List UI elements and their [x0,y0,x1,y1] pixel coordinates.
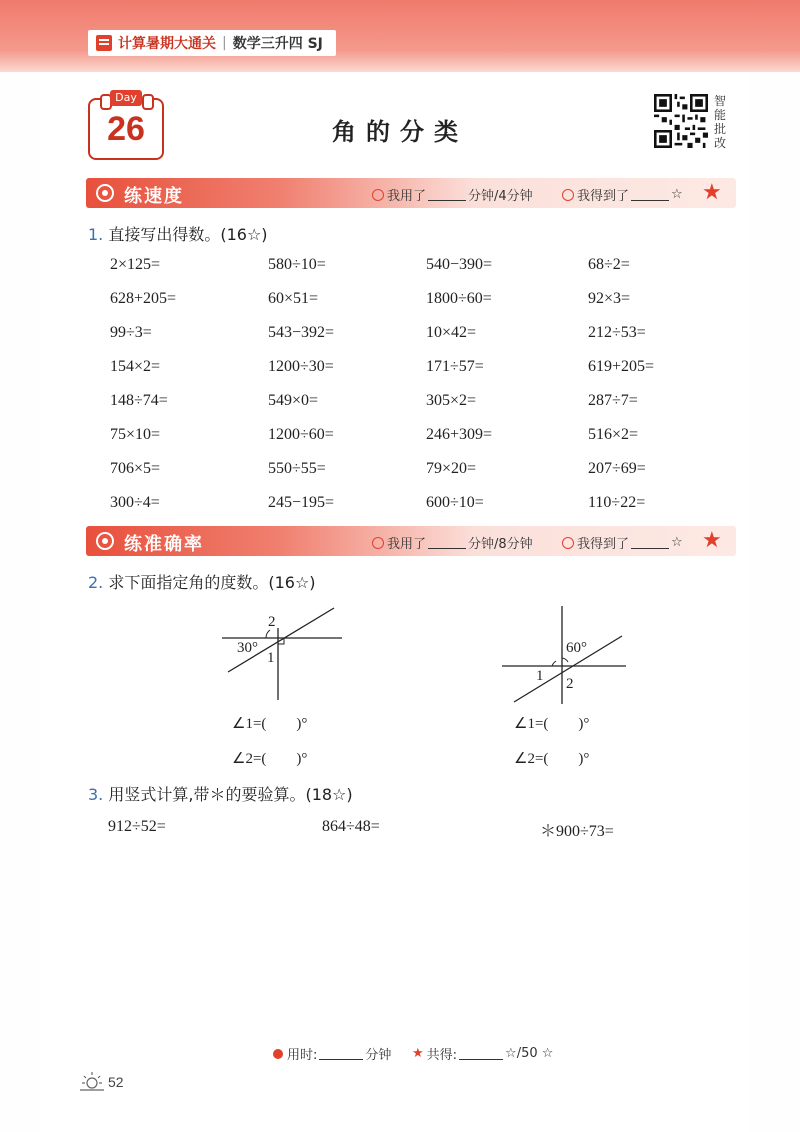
q1-problem: 516×2= [588,426,639,443]
angle-given: 30° [237,640,258,656]
angle-label-1: 1 [267,650,275,666]
star-icon: ★ [412,1046,424,1061]
q1-problem: 68÷2= [588,256,630,273]
q1-problem: 1200÷30= [268,358,334,375]
star-icon: ★ [702,528,722,553]
footer-total [412,1044,553,1063]
subject-label: 数学三升四 SJ [232,36,323,52]
footer-total-blank[interactable] [459,1047,503,1060]
section-speed [86,178,736,208]
footer-time-suffix: 分钟 [365,1048,392,1063]
q1-problem: 245−195= [268,494,335,511]
q1-prompt: 直接写出得数。(16☆) [108,225,268,244]
angle-arc [266,630,270,638]
time-prefix: 我用了 [387,537,427,552]
q1-problem: 540−390= [426,256,493,273]
score-got [562,185,683,204]
footer-time [272,1044,391,1063]
sun-icon [78,1070,106,1092]
answer-b-2[interactable]: ∠2=( )° [514,751,590,767]
star-icon: ★ [702,180,722,205]
time-used [372,185,533,204]
score-suffix: ☆ [671,187,683,202]
q1-problem: 154×2= [110,358,161,375]
q3-number: 3. [88,785,104,804]
series-tag [88,30,336,56]
score-blank[interactable] [631,188,669,201]
q1-problem: 287÷7= [588,392,638,409]
q1-problem: 619+205= [588,358,655,375]
answer-b-1[interactable]: ∠1=( )° [514,716,590,732]
answer-a-2[interactable]: ∠2=( )° [232,751,308,767]
angle-label-1: 1 [536,668,544,684]
q1-problem: 110÷22= [588,494,646,511]
footer-total-suffix: ☆/50 ☆ [505,1046,554,1061]
time-blank[interactable] [428,188,466,201]
q1-problem: 99÷3= [110,324,152,341]
q3-prompt: 用竖式计算,带＊的要验算。(18☆) [108,785,353,804]
time-prefix: 我用了 [387,189,427,204]
q1-problem: 10×42= [426,324,477,341]
time-suffix: 分钟/8分钟 [468,537,533,552]
separator: | [222,35,227,51]
check-circle-icon [562,189,574,201]
section-title: 练速度 [124,186,184,207]
q1-problem: 212÷53= [588,324,646,341]
q1-problem: 60×51= [268,290,319,307]
q1-problem: 2×125= [110,256,161,273]
angle-given: 60° [566,640,587,656]
q2-prompt: 求下面指定角的度数。(16☆) [108,573,316,592]
q1-problem: 207÷69= [588,460,646,477]
page-number: 52 [108,1074,124,1090]
q1-problem: 246+309= [426,426,493,443]
time-suffix: 分钟/4分钟 [468,189,533,204]
score-prefix: 我得到了 [577,189,630,204]
q1-problem: 543−392= [268,324,335,341]
angle-arc [552,661,556,666]
q2-title [88,570,316,593]
angle-label-2: 2 [268,614,276,630]
q1-problem: 1800÷60= [426,290,492,307]
check-circle-icon [562,537,574,549]
section-accuracy [86,526,736,556]
score-blank[interactable] [631,536,669,549]
score-got [562,533,683,552]
score-suffix: ☆ [671,535,683,550]
figure-a [210,600,360,700]
book-icon [96,35,112,51]
q1-problem: 305×2= [426,392,477,409]
q1-problem: 550÷55= [268,460,326,477]
q1-problem: 628+205= [110,290,177,307]
qr-label: 智能批改 [714,94,727,150]
day-badge [88,91,164,160]
q1-problem: 148÷74= [110,392,168,409]
q1-problem: 92×3= [588,290,631,307]
day-label: Day [110,90,142,106]
q1-problem: 171÷57= [426,358,484,375]
q1-problem: 1200÷60= [268,426,334,443]
q3-problem: 912÷52= [108,818,166,835]
page-title: 角的分类 [332,118,468,146]
footer-time-blank[interactable] [319,1047,363,1060]
time-used [372,533,533,552]
section-title: 练准确率 [124,534,204,555]
clock-icon [372,537,384,549]
angle-label-2: 2 [566,676,574,692]
time-blank[interactable] [428,536,466,549]
footer-total-prefix: 共得: [426,1048,458,1063]
q3-problem: ＊900÷73= [540,823,614,840]
q1-problem: 79×20= [426,460,477,477]
q1-problem: 75×10= [110,426,161,443]
day-number: 26 [107,110,145,148]
q1-number: 1. [88,225,104,244]
score-prefix: 我得到了 [577,537,630,552]
q1-problem: 580÷10= [268,256,326,273]
q1-title [88,222,268,245]
stopwatch-icon [96,184,114,202]
q2-number: 2. [88,573,104,592]
footer-time-prefix: 用时: [287,1048,318,1063]
q1-problem: 549×0= [268,392,319,409]
ring-icon [142,94,154,110]
q1-problem: 300÷4= [110,494,160,511]
series-title: 计算暑期大通关 [118,36,216,52]
q3-problem: 864÷48= [322,818,380,835]
q3-title [88,782,353,805]
answer-a-1[interactable]: ∠1=( )° [232,716,308,732]
clock-icon [372,189,384,201]
qr-code-icon[interactable] [654,94,708,148]
q1-problem: 600÷10= [426,494,484,511]
clock-icon [272,1048,284,1060]
angle-arc [562,658,568,662]
q1-problem: 706×5= [110,460,161,477]
target-icon [96,532,114,550]
